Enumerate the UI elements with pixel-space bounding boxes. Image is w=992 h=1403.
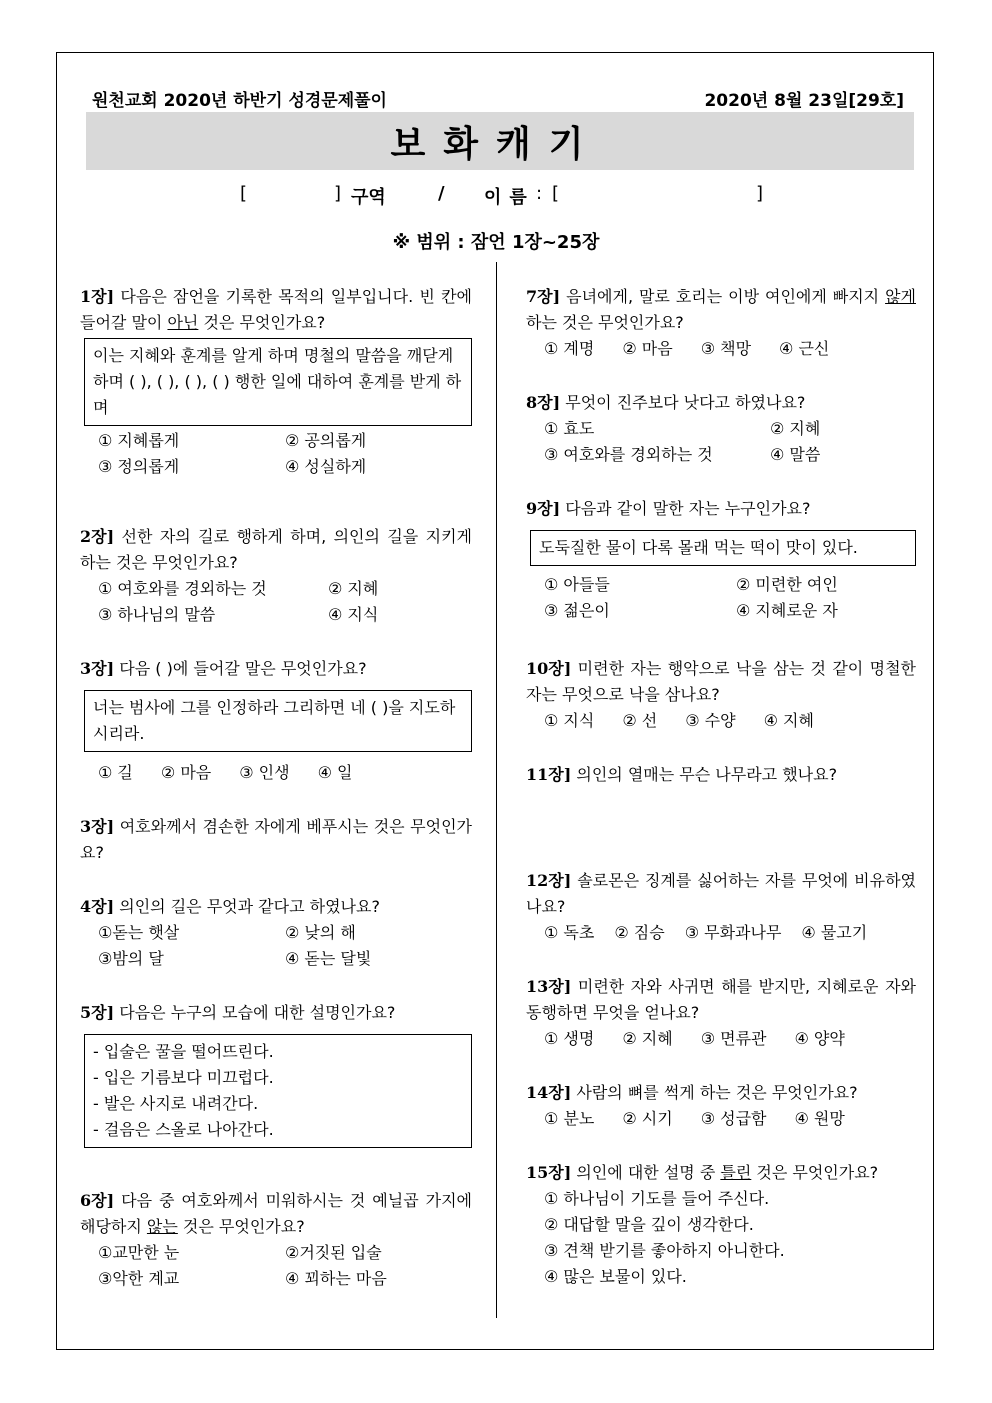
name-open-bracket: [ xyxy=(552,183,560,204)
name-close-bracket: ] xyxy=(756,183,764,204)
question-text: 15장] 의인에 대한 설명 중 틀린 것은 무엇인가요? xyxy=(526,1163,879,1182)
option-3: ③밤의 달 xyxy=(98,949,164,968)
option-4: ④ 양약 xyxy=(794,1029,845,1048)
question-2 xyxy=(80,524,472,628)
options xyxy=(526,708,916,734)
column-divider xyxy=(496,262,497,1318)
option-1: ① 여호와를 경외하는 것 xyxy=(98,579,267,598)
question-8 xyxy=(526,390,916,468)
option-3: ③ 면류관 xyxy=(700,1029,767,1048)
district-close-bracket: ] xyxy=(334,183,342,204)
options xyxy=(80,1240,472,1292)
issue-date: 2020년 8월 23일[29호] xyxy=(704,91,904,111)
church-course-title: 원천교회 2020년 하반기 성경문제풀이 xyxy=(92,91,387,111)
option-3: ③ 견책 받기를 좋아하지 아니한다. xyxy=(544,1241,785,1260)
option-2: ② 지혜 xyxy=(328,579,379,598)
passage-box: 너는 범사에 그를 인정하라 그리하면 네 ( )을 지도하시리라. xyxy=(84,690,472,752)
question-4 xyxy=(80,894,472,972)
option-4: ④ 말씀 xyxy=(770,445,821,464)
question-10 xyxy=(526,656,916,734)
options xyxy=(526,1106,916,1132)
option-3: ③악한 계교 xyxy=(98,1269,180,1288)
options xyxy=(80,428,472,480)
name-colon: : xyxy=(536,183,543,204)
question-text: 11장] 의인의 열매는 무슨 나무라고 했나요? xyxy=(526,765,838,784)
option-4: ④ 근신 xyxy=(779,339,830,358)
option-2: ② 지혜 xyxy=(622,1029,673,1048)
option-2: ② 마음 xyxy=(160,763,212,782)
question-text: 10장] 미련한 자는 행악으로 낙을 삼는 것 같이 명철한 자는 무엇으로 낙을 삼나요? xyxy=(526,659,916,704)
options xyxy=(526,1186,916,1290)
question-7 xyxy=(526,284,916,362)
option-4: ④ 성실하게 xyxy=(285,457,367,476)
option-2: ② 짐승 xyxy=(614,923,665,942)
question-text: 7장] 음녀에게, 말로 호리는 이방 여인에게 빠지지 않게 하는 것은 무엇인가요? xyxy=(526,287,916,332)
question-3a xyxy=(80,656,472,786)
options xyxy=(80,920,472,972)
options xyxy=(80,576,472,628)
question-1 xyxy=(80,284,472,480)
option-2: ② 낮의 해 xyxy=(285,923,356,942)
option-2: ② 시기 xyxy=(622,1109,673,1128)
question-text: 5장] 다음은 누구의 모습에 대한 설명인가요? xyxy=(80,1003,396,1022)
option-1: ① 지혜롭게 xyxy=(98,431,180,450)
option-4: ④ 돋는 달빛 xyxy=(285,949,372,968)
question-text: 8장] 무엇이 진주보다 낫다고 하였나요? xyxy=(526,393,806,412)
option-3: ③ 하나님의 말씀 xyxy=(98,605,216,624)
passage-box: 도둑질한 물이 다록 몰래 먹는 떡이 맛이 있다. xyxy=(530,530,916,566)
question-text: 14장] 사람의 뼈를 썩게 하는 것은 무엇인가요? xyxy=(526,1083,858,1102)
question-text: 2장] 선한 자의 길로 행하게 하며, 의인의 길을 지키게 하는 것은 무엇인가요? xyxy=(80,527,472,572)
option-4: ④ 원망 xyxy=(794,1109,845,1128)
question-14 xyxy=(526,1080,916,1132)
option-1: ① 하나님이 기도를 들어 주신다. xyxy=(544,1189,770,1208)
options xyxy=(526,336,916,362)
option-2: ② 지혜 xyxy=(770,419,821,438)
option-4: ④ 물고기 xyxy=(801,923,868,942)
question-6 xyxy=(80,1188,472,1292)
question-5 xyxy=(80,1000,472,1150)
question-text: 3장] 여호와께서 겸손한 자에게 베푸시는 것은 무엇인가요? xyxy=(80,817,472,862)
question-11 xyxy=(526,762,916,788)
district-label: 구역 xyxy=(351,187,386,208)
option-3: ③ 책망 xyxy=(700,339,752,358)
question-12 xyxy=(526,868,916,946)
option-1: ① 분노 xyxy=(544,1109,595,1128)
options xyxy=(526,416,916,468)
option-4: ④ 일 xyxy=(317,763,353,782)
question-text: 4장] 의인의 길은 무엇과 같다고 하였나요? xyxy=(80,897,380,916)
option-4: ④ 많은 보물이 있다. xyxy=(544,1267,687,1286)
option-1: ① 길 xyxy=(98,763,133,782)
question-3b xyxy=(80,814,472,866)
option-1: ① 아들들 xyxy=(544,575,610,594)
question-9 xyxy=(526,496,916,624)
options xyxy=(526,1026,916,1052)
option-3: ③ 무화과나무 xyxy=(684,923,782,942)
option-3: ③ 성급함 xyxy=(700,1109,767,1128)
question-text: 12장] 솔로몬은 징계를 싫어하는 자를 무엇에 비유하였나요? xyxy=(526,871,916,916)
option-1: ① 계명 xyxy=(544,339,595,358)
page-title: 보화캐기 xyxy=(390,124,602,165)
option-4: ④ 지혜로운 자 xyxy=(736,601,838,620)
options xyxy=(526,572,916,624)
option-2: ② 선 xyxy=(622,711,658,730)
option-1: ① 효도 xyxy=(544,419,595,438)
option-1: ①교만한 눈 xyxy=(98,1243,180,1262)
option-1: ①돋는 햇살 xyxy=(98,923,180,942)
option-2: ② 마음 xyxy=(622,339,673,358)
slash: / xyxy=(438,183,445,204)
passage-box: 이는 지혜와 훈계를 알게 하며 명철의 말씀을 깨닫게 하며 ( ), ( ), ( ), ( ) 행한 일에 대하여 훈계를 받게 하며 xyxy=(84,338,472,426)
option-3: ③ 여호와를 경외하는 것 xyxy=(544,445,713,464)
option-3: ③ 수양 xyxy=(685,711,736,730)
question-text: 3장] 다음 ( )에 들어갈 말은 무엇인가요? xyxy=(80,659,367,678)
option-3: ③ 정의롭게 xyxy=(98,457,180,476)
question-13 xyxy=(526,974,916,1052)
options xyxy=(80,760,472,786)
option-1: ① 생명 xyxy=(544,1029,595,1048)
question-text: 6장] 다음 중 여호와께서 미워하시는 것 예닐곱 가지에 해당하지 않는 것은 무엇인가요? xyxy=(80,1191,472,1236)
option-3: ③ 젊은이 xyxy=(544,601,610,620)
options xyxy=(526,920,916,946)
district-open-bracket: [ xyxy=(240,183,248,204)
name-label: 이름 xyxy=(484,187,535,208)
option-2: ②거짓된 입술 xyxy=(285,1243,382,1262)
option-4: ④ 꾀하는 마음 xyxy=(285,1269,387,1288)
option-2: ② 미련한 여인 xyxy=(736,575,838,594)
question-text: 9장] 다음과 같이 말한 자는 누구인가요? xyxy=(526,499,811,518)
option-4: ④ 지식 xyxy=(328,605,379,624)
question-text: 1장] 다음은 잠언을 기록한 목적의 일부입니다. 빈 칸에 들어갈 말이 아닌 것은 무엇인가요? xyxy=(80,287,472,332)
passage-box: - 입술은 꿀을 떨어뜨린다. - 입은 기름보다 미끄럽다. - 발은 사지로 내려간다. - 걸음은 스올로 나아간다. xyxy=(84,1034,472,1148)
question-text: 13장] 미련한 자와 사귀면 해를 받지만, 지혜로운 자와 동행하면 무엇을 얻나요? xyxy=(526,977,916,1022)
option-1: ① 독초 xyxy=(544,923,595,942)
question-15 xyxy=(526,1160,916,1290)
range-note: ※ 범위 : 잠언 1장~25장 xyxy=(392,232,600,253)
option-2: ② 대답할 말을 깊이 생각한다. xyxy=(544,1215,754,1234)
option-1: ① 지식 xyxy=(544,711,595,730)
option-3: ③ 인생 xyxy=(239,763,290,782)
option-2: ② 공의롭게 xyxy=(285,431,367,450)
option-4: ④ 지혜 xyxy=(763,711,814,730)
